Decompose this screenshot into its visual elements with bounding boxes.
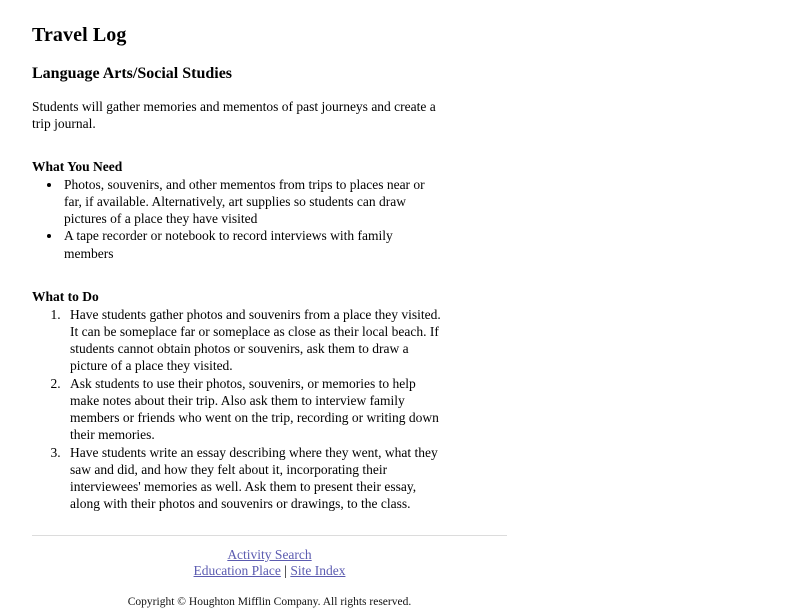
what-to-do-heading: What to Do (32, 289, 99, 304)
content-column (32, 22, 442, 513)
what-you-need-list (32, 176, 442, 262)
list-item: 2. Ask students to use their photos, souvenirs, or memories to help make notes about their trip. Also ask them to interview family members or friends who went on the trip, recording or writing down their memories. (64, 375, 442, 444)
intro-paragraph: Students will gather memories and mementos of past journeys and create a trip journal. (32, 98, 436, 131)
footer-links-row-2 (32, 563, 507, 579)
what-you-need-heading: What You Need (32, 159, 123, 175)
page-title: Travel Log (32, 24, 127, 46)
list-item: • A tape recorder or notebook to record interviews with family members (62, 227, 442, 262)
list-item: 3. Have students write an essay describing where they went, what they saw and did, and how they felt about it, incorporating their interviewees' memories as well. Ask them to present their essay, along with their photos and souvenirs or drawings, to the class. (64, 444, 442, 513)
list-item: • Photos, souvenirs, and other mementos from trips to places near or far, if available. Alternatively, art supplies so students can draw pictures of a place they have visited (62, 176, 442, 228)
activity-search-link[interactable]: Activity Search (227, 546, 312, 562)
link-separator: | (280, 562, 291, 578)
education-place-link[interactable]: Education Place (193, 562, 281, 578)
list-item: 1. Have students gather photos and souvenirs from a place they visited. It can be someplace far or someplace as close as their local beach. If students cannot obtain photos or souvenirs, ask them to draw a picture of a place they visited. (64, 306, 442, 375)
footer-link-group (32, 547, 507, 579)
site-index-link[interactable]: Site Index (290, 562, 346, 578)
copyright-notice: Copyright © Houghton Mifflin Company. All rights reserved. (127, 595, 412, 608)
page-footer (32, 535, 507, 608)
subject-subtitle: Language Arts/Social Studies (32, 65, 233, 82)
footer-links-row-1 (32, 547, 507, 563)
footer-divider (32, 535, 507, 536)
what-to-do-list (32, 306, 442, 513)
